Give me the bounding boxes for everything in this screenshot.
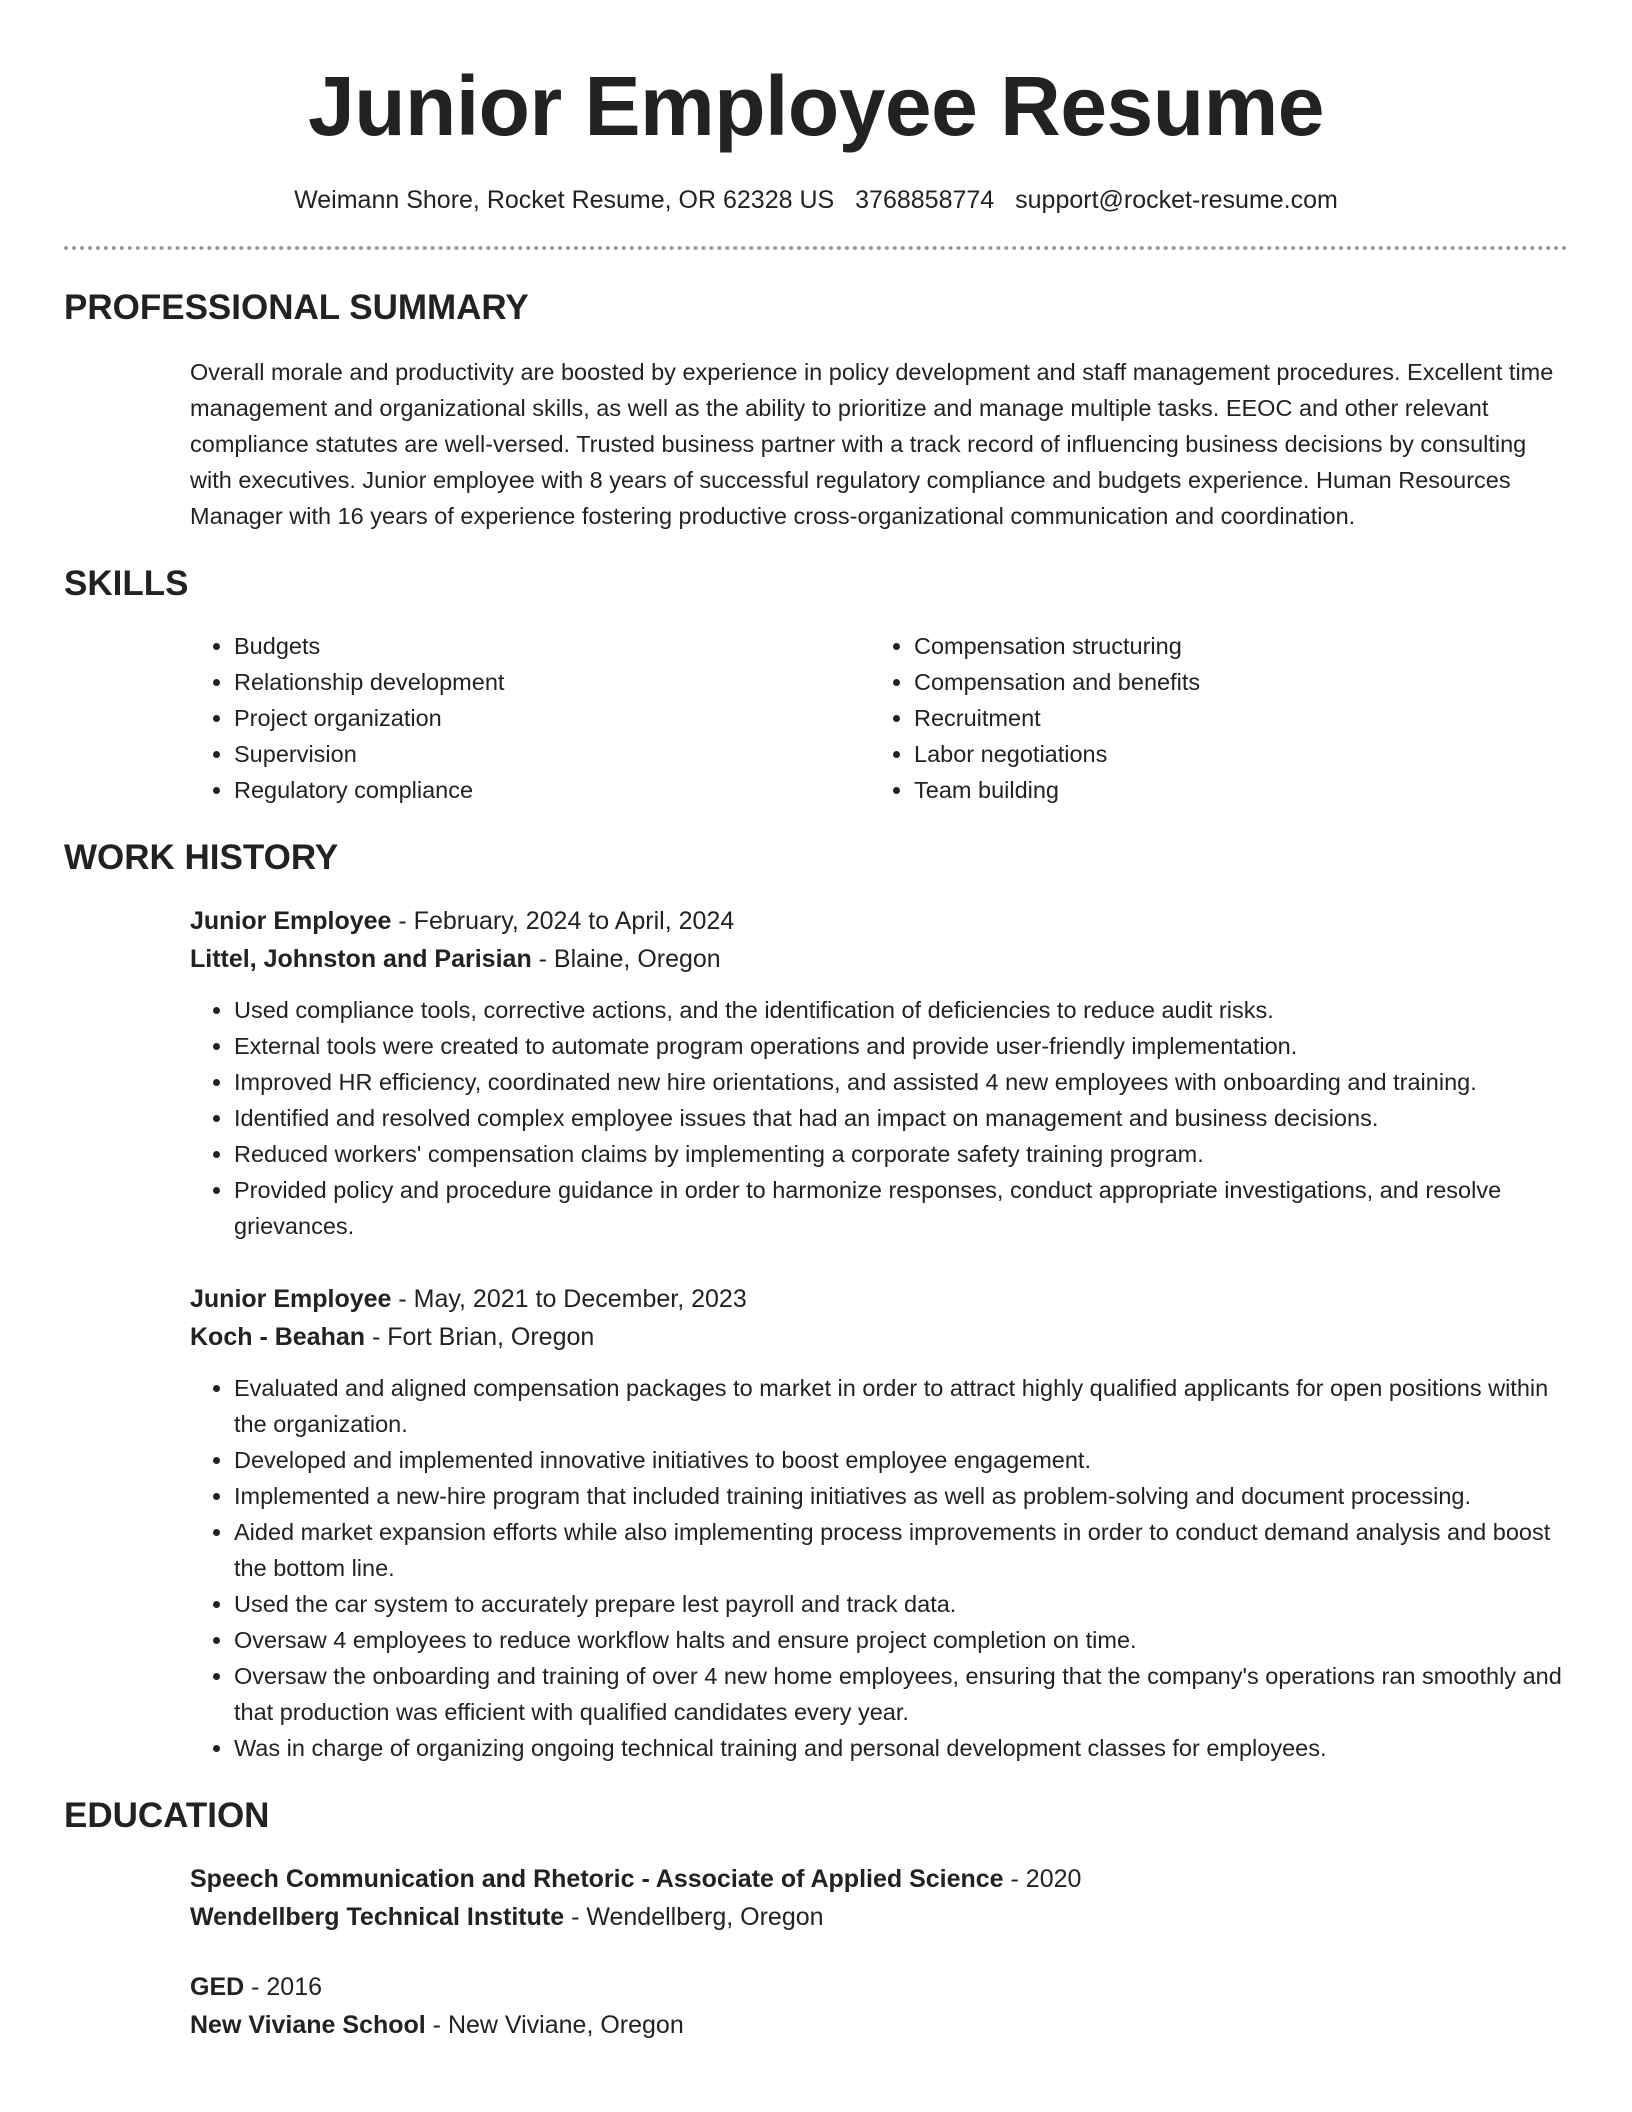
job-bullet: • Implemented a new-hire program that included training initiatives as well as problem-solving and document processing. xyxy=(234,1478,1568,1514)
job-bullet: • Was in charge of organizing ongoing technical training and personal development classes for employees. xyxy=(234,1730,1568,1766)
resume-title: Junior Employee Resume xyxy=(308,59,1324,153)
education-school-line xyxy=(190,2006,1568,2044)
job-bullets xyxy=(190,992,1568,1244)
job-location: - Fort Brian, Oregon xyxy=(365,1323,595,1351)
contact-line xyxy=(64,184,1568,216)
job-bullet: • External tools were created to automate program operations and provide user-friendly implementation. xyxy=(234,1028,1568,1064)
section-title-work-history: WORK HISTORY xyxy=(64,838,339,877)
job-company: Koch - Beahan xyxy=(190,1323,366,1351)
skill-item: • Supervision xyxy=(234,736,870,772)
skills-columns xyxy=(64,628,1568,808)
education-degree: Speech Communication and Rhetoric - Associate of Applied Science xyxy=(190,1865,1004,1893)
job-bullet: • Improved HR efficiency, coordinated new hire orientations, and assisted 4 new employees with onboarding and training. xyxy=(234,1064,1568,1100)
section-title-skills: SKILLS xyxy=(64,564,189,603)
education-degree-line xyxy=(190,1968,1568,2006)
skill-item: • Project organization xyxy=(234,700,870,736)
skills-column-right xyxy=(870,628,1550,808)
section-title-summary: PROFESSIONAL SUMMARY xyxy=(64,288,529,327)
skill-item: • Labor negotiations xyxy=(914,736,1550,772)
job-entry xyxy=(64,1280,1568,1766)
education-entry xyxy=(64,1968,1568,2044)
skill-item: • Compensation structuring xyxy=(914,628,1550,664)
job-entry xyxy=(64,902,1568,1244)
job-role: Junior Employee xyxy=(190,907,392,935)
job-dates: - February, 2024 to April, 2024 xyxy=(391,907,735,935)
education-location: - Wendellberg, Oregon xyxy=(564,1903,824,1931)
education-year: - 2020 xyxy=(1003,1865,1082,1893)
section-title-education: EDUCATION xyxy=(64,1796,270,1835)
job-company: Littel, Johnston and Parisian xyxy=(190,945,532,973)
work-history-section xyxy=(64,836,1568,1766)
education-school-line xyxy=(190,1898,1568,1936)
job-company-line xyxy=(190,940,1568,978)
job-bullets xyxy=(190,1370,1568,1766)
education-degree-line xyxy=(190,1860,1568,1898)
summary-section xyxy=(64,286,1568,534)
job-bullet: • Developed and implemented innovative initiatives to boost employee engagement. xyxy=(234,1442,1568,1478)
job-title-line xyxy=(190,1280,1568,1318)
contact-phone: 3768858774 xyxy=(855,186,995,214)
job-bullet: • Reduced workers' compensation claims by implementing a corporate safety training program. xyxy=(234,1136,1568,1172)
job-bullet: • Evaluated and aligned compensation packages to market in order to attract highly qualified applicants for open positions within the organization. xyxy=(234,1370,1568,1442)
skill-item: • Relationship development xyxy=(234,664,870,700)
job-dates: - May, 2021 to December, 2023 xyxy=(391,1285,747,1313)
job-location: - Blaine, Oregon xyxy=(531,945,721,973)
skill-item: • Regulatory compliance xyxy=(234,772,870,808)
skill-item: • Budgets xyxy=(234,628,870,664)
education-year: - 2016 xyxy=(244,1973,323,2001)
education-school: Wendellberg Technical Institute xyxy=(190,1903,565,1931)
job-bullet: • Used compliance tools, corrective actions, and the identification of deficiencies to reduce audit risks. xyxy=(234,992,1568,1028)
job-bullet: • Oversaw 4 employees to reduce workflow halts and ensure project completion on time. xyxy=(234,1622,1568,1658)
education-degree: GED xyxy=(190,1973,245,2001)
skill-item: • Team building xyxy=(914,772,1550,808)
education-entry xyxy=(64,1860,1568,1936)
job-bullet: • Identified and resolved complex employee issues that had an impact on management and business decisions. xyxy=(234,1100,1568,1136)
education-section xyxy=(64,1794,1568,2044)
job-bullet: • Aided market expansion efforts while also implementing process improvements in order to conduct demand analysis and boost the bottom line. xyxy=(234,1514,1568,1586)
job-role: Junior Employee xyxy=(190,1285,392,1313)
contact-address: Weimann Shore, Rocket Resume, OR 62328 US xyxy=(294,186,835,214)
job-title-line xyxy=(190,902,1568,940)
job-bullet: • Provided policy and procedure guidance in order to harmonize responses, conduct appropriate investigations, and resolve grievances. xyxy=(234,1172,1568,1244)
job-company-line xyxy=(190,1318,1568,1356)
header-divider xyxy=(64,246,1568,250)
skill-item: • Recruitment xyxy=(914,700,1550,736)
skill-item: • Compensation and benefits xyxy=(914,664,1550,700)
job-bullet: • Used the car system to accurately prepare lest payroll and track data. xyxy=(234,1586,1568,1622)
skills-section xyxy=(64,562,1568,808)
contact-email: support@rocket-resume.com xyxy=(1015,186,1338,214)
skills-column-left xyxy=(190,628,870,808)
education-location: - New Viviane, Oregon xyxy=(425,2011,684,2039)
job-bullet: • Oversaw the onboarding and training of over 4 new home employees, ensuring that the company's operations ran smoothly and that production was efficient with qualified candidates every year. xyxy=(234,1658,1568,1730)
summary-text: Overall morale and productivity are boosted by experience in policy development and staff management procedures. Excellent time management and organizational skills, as well as the ability to prioritize and manage multiple tasks. EEOC and other relevant compliance statutes are well-versed. Trusted business partner with a track record of influencing business decisions by consulting with executives. Junior employee with 8 years of successful regulatory compliance and budgets experience. Human Resources Manager with 16 years of experience fostering productive cross-organizational communication and coordination. xyxy=(190,359,1554,529)
education-school: New Viviane School xyxy=(190,2011,426,2039)
